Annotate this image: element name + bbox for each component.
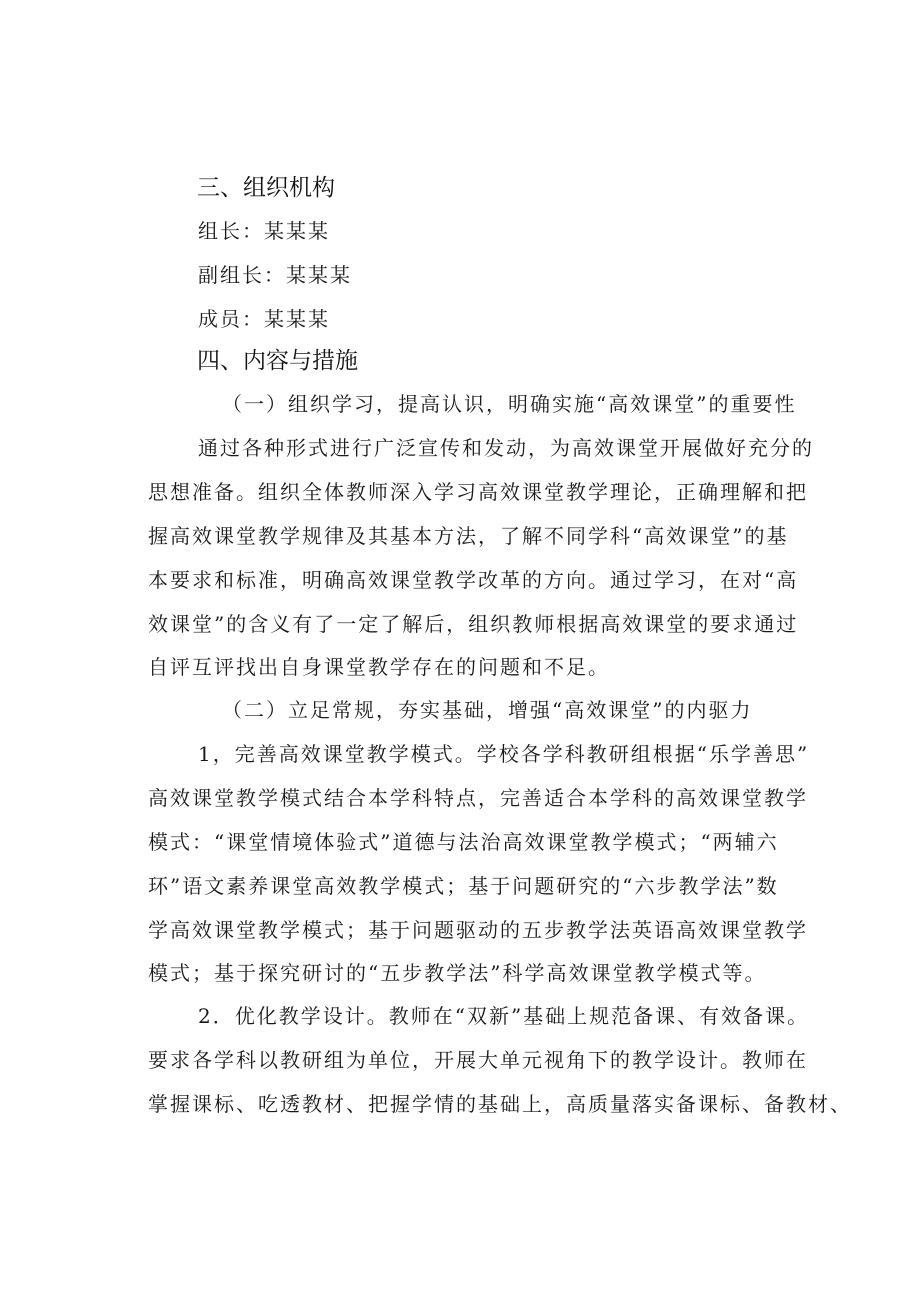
paragraph-line: 环”语文素养课堂高效教学模式；基于问题研究的“六步教学法”数 (148, 874, 779, 898)
paragraph-line: 1，完善高效课堂教学模式。学校各学科教研组根据“乐学善思” (198, 742, 810, 766)
member-deputy-leader: 副组长：某某某 (198, 263, 352, 287)
subsection-1-heading: （一）组织学习，提高认识，明确实施“高效课堂”的重要性 (222, 392, 797, 416)
paragraph-line: 2．优化教学设计。教师在“双新”基础上规范备课、有效备课。 (198, 1004, 810, 1028)
paragraph-line: 模式：“课堂情境体验式”道德与法治高效课堂教学模式；“两辅六 (148, 830, 779, 854)
paragraph-line: 通过各种形式进行广泛宣传和发动，为高效课堂开展做好充分的 (198, 436, 814, 460)
subsection-2-heading: （二）立足常规，夯实基础，增强“高效课堂”的内驱力 (222, 698, 753, 722)
paragraph-line: 本要求和标准，明确高效课堂教学改革的方向。通过学习，在对“高 (148, 568, 799, 592)
paragraph-line: 自评互评找出自身课堂教学存在的问题和不足。 (148, 655, 610, 679)
paragraph-line: 掌握课标、吃透教材、把握学情的基础上，高质量落实备课标、备教材、 (148, 1092, 852, 1116)
section-3-heading: 三、组织机构 (197, 175, 335, 201)
paragraph-line: 握高效课堂教学规律及其基本方法，了解不同学科“高效课堂”的基 (148, 524, 789, 548)
paragraph-line: 效课堂”的含义有了一定了解后，组织教师根据高效课堂的要求通过 (148, 612, 799, 636)
section-4-heading: 四、内容与措施 (197, 348, 358, 374)
member-staff: 成员：某某某 (198, 307, 330, 331)
paragraph-line: 要求各学科以教研组为单位，开展大单元视角下的教学设计。教师在 (148, 1048, 808, 1072)
paragraph-line: 高效课堂教学模式结合本学科特点，完善适合本学科的高效课堂教学 (148, 786, 808, 810)
paragraph-line: 思想准备。组织全体教师深入学习高效课堂教学理论，正确理解和把 (148, 480, 808, 504)
paragraph-line: 模式；基于探究研讨的“五步教学法”科学高效课堂教学模式等。 (148, 961, 767, 985)
member-leader: 组长：某某某 (198, 219, 330, 243)
paragraph-line: 学高效课堂教学模式；基于问题驱动的五步教学法英语高效课堂教学 (148, 918, 808, 942)
